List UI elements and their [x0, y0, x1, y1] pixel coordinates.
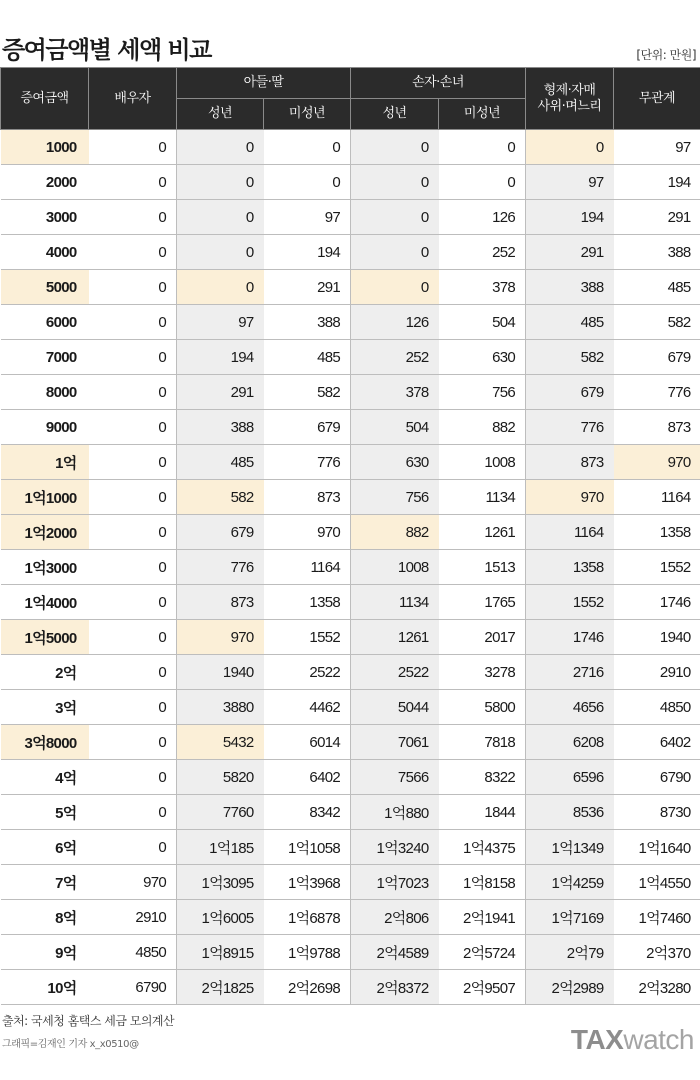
cell-unrelated: 2억3280: [614, 970, 700, 1005]
cell-unrelated: 97: [614, 130, 700, 165]
cell-grandchild-adult: 7061: [351, 725, 439, 760]
table-row: [1, 725, 700, 760]
cell-gift-amount: 9억: [1, 935, 89, 970]
cell-unrelated: 6790: [614, 760, 700, 795]
cell-grandchild-minor: 1513: [439, 550, 526, 585]
table-row: [1, 830, 700, 865]
cell-child-minor: 4462: [264, 690, 351, 725]
header-children-group: 아들·딸: [177, 68, 351, 99]
table-body: [1, 130, 700, 1005]
cell-grandchild-minor: 7818: [439, 725, 526, 760]
cell-child-adult: 3880: [177, 690, 264, 725]
cell-child-adult: 873: [177, 585, 264, 620]
table-row: [1, 760, 700, 795]
cell-grandchild-adult: 0: [351, 165, 439, 200]
cell-child-adult: 582: [177, 480, 264, 515]
cell-grandchild-adult: 882: [351, 515, 439, 550]
cell-sibling-inlaw: 388: [526, 270, 614, 305]
chart-title: 증여금액별 세액 비교: [2, 36, 211, 64]
table-row: [1, 620, 700, 655]
source-note: 출처: 국세청 홈택스 세금 모의계산: [2, 1014, 175, 1028]
cell-child-adult: 1억8915: [177, 935, 264, 970]
cell-spouse: 0: [89, 690, 177, 725]
cell-child-minor: 194: [264, 235, 351, 270]
cell-spouse: 0: [89, 270, 177, 305]
cell-child-adult: 2억1825: [177, 970, 264, 1005]
cell-child-minor: 1164: [264, 550, 351, 585]
cell-grandchild-minor: 1008: [439, 445, 526, 480]
cell-spouse: 0: [89, 795, 177, 830]
cell-child-adult: 0: [177, 235, 264, 270]
cell-grandchild-minor: 2억5724: [439, 935, 526, 970]
cell-sibling-inlaw: 291: [526, 235, 614, 270]
cell-child-minor: 1억6878: [264, 900, 351, 935]
cell-child-minor: 1552: [264, 620, 351, 655]
cell-sibling-inlaw: 2억79: [526, 935, 614, 970]
cell-unrelated: 1억4550: [614, 865, 700, 900]
table-row: [1, 970, 700, 1005]
cell-grandchild-minor: 882: [439, 410, 526, 445]
cell-unrelated: 776: [614, 375, 700, 410]
table-row: [1, 375, 700, 410]
cell-sibling-inlaw: 0: [526, 130, 614, 165]
cell-sibling-inlaw: 1552: [526, 585, 614, 620]
table-row: [1, 340, 700, 375]
cell-spouse: 0: [89, 165, 177, 200]
cell-gift-amount: 1억5000: [1, 620, 89, 655]
cell-gift-amount: 7000: [1, 340, 89, 375]
cell-gift-amount: 3억: [1, 690, 89, 725]
header-sibling-line1: 형제·자매: [543, 82, 596, 98]
cell-unrelated: 6402: [614, 725, 700, 760]
cell-grandchild-minor: 2017: [439, 620, 526, 655]
cell-spouse: 0: [89, 760, 177, 795]
cell-gift-amount: 5억: [1, 795, 89, 830]
cell-grandchild-adult: 2억4589: [351, 935, 439, 970]
cell-spouse: 0: [89, 830, 177, 865]
table-row: [1, 270, 700, 305]
cell-gift-amount: 1000: [1, 130, 89, 165]
cell-gift-amount: 1억3000: [1, 550, 89, 585]
cell-grandchild-minor: 2억1941: [439, 900, 526, 935]
cell-grandchild-minor: 1억8158: [439, 865, 526, 900]
cell-spouse: 0: [89, 375, 177, 410]
table-row: [1, 200, 700, 235]
cell-grandchild-adult: 504: [351, 410, 439, 445]
cell-child-adult: 1940: [177, 655, 264, 690]
cell-child-minor: 2억2698: [264, 970, 351, 1005]
cell-gift-amount: 10억: [1, 970, 89, 1005]
cell-grandchild-minor: 1844: [439, 795, 526, 830]
table-row: [1, 865, 700, 900]
table-row: [1, 515, 700, 550]
cell-gift-amount: 6000: [1, 305, 89, 340]
cell-unrelated: 970: [614, 445, 700, 480]
cell-child-minor: 388: [264, 305, 351, 340]
cell-child-adult: 0: [177, 270, 264, 305]
cell-grandchild-minor: 252: [439, 235, 526, 270]
cell-sibling-inlaw: 8536: [526, 795, 614, 830]
cell-spouse: 0: [89, 305, 177, 340]
cell-child-adult: 388: [177, 410, 264, 445]
cell-sibling-inlaw: 1억7169: [526, 900, 614, 935]
cell-child-adult: 5432: [177, 725, 264, 760]
table-row: [1, 655, 700, 690]
cell-spouse: 2910: [89, 900, 177, 935]
cell-child-minor: 873: [264, 480, 351, 515]
cell-sibling-inlaw: 1억4259: [526, 865, 614, 900]
cell-grandchild-minor: 756: [439, 375, 526, 410]
cell-grandchild-adult: 7566: [351, 760, 439, 795]
cell-spouse: 0: [89, 620, 177, 655]
cell-child-minor: 582: [264, 375, 351, 410]
cell-child-adult: 1억6005: [177, 900, 264, 935]
cell-unrelated: 1억1640: [614, 830, 700, 865]
cell-child-adult: 7760: [177, 795, 264, 830]
cell-gift-amount: 5000: [1, 270, 89, 305]
cell-unrelated: 1552: [614, 550, 700, 585]
cell-gift-amount: 1억2000: [1, 515, 89, 550]
cell-unrelated: 1358: [614, 515, 700, 550]
cell-grandchild-minor: 5800: [439, 690, 526, 725]
cell-child-adult: 0: [177, 200, 264, 235]
cell-child-adult: 5820: [177, 760, 264, 795]
cell-spouse: 0: [89, 130, 177, 165]
cell-grandchild-minor: 378: [439, 270, 526, 305]
cell-spouse: 970: [89, 865, 177, 900]
table-row: [1, 445, 700, 480]
cell-spouse: 0: [89, 445, 177, 480]
cell-child-adult: 1억3095: [177, 865, 264, 900]
cell-unrelated: 4850: [614, 690, 700, 725]
cell-sibling-inlaw: 97: [526, 165, 614, 200]
cell-grandchild-adult: 2억806: [351, 900, 439, 935]
logo-bold-text: TAX: [570, 1024, 624, 1055]
cell-grandchild-minor: 0: [439, 130, 526, 165]
table-row: [1, 165, 700, 200]
cell-grandchild-adult: 5044: [351, 690, 439, 725]
cell-sibling-inlaw: 1억1349: [526, 830, 614, 865]
cell-gift-amount: 8000: [1, 375, 89, 410]
header-unrelated: 무관계: [614, 68, 700, 130]
cell-unrelated: 2910: [614, 655, 700, 690]
cell-grandchild-adult: 2522: [351, 655, 439, 690]
cell-spouse: 0: [89, 235, 177, 270]
cell-child-minor: 485: [264, 340, 351, 375]
cell-grandchild-adult: 1134: [351, 585, 439, 620]
cell-gift-amount: 1억: [1, 445, 89, 480]
cell-grandchild-adult: 1억3240: [351, 830, 439, 865]
gift-tax-table: [0, 67, 700, 1005]
cell-unrelated: 582: [614, 305, 700, 340]
cell-grandchild-adult: 1억7023: [351, 865, 439, 900]
cell-sibling-inlaw: 582: [526, 340, 614, 375]
cell-unrelated: 873: [614, 410, 700, 445]
cell-sibling-inlaw: 4656: [526, 690, 614, 725]
taxwatch-logo: [571, 1024, 694, 1056]
cell-unrelated: 485: [614, 270, 700, 305]
cell-unrelated: 8730: [614, 795, 700, 830]
table-row: [1, 130, 700, 165]
header-grandchildren-adult: 성년: [351, 99, 439, 130]
cell-child-minor: 97: [264, 200, 351, 235]
table-row: [1, 795, 700, 830]
cell-child-adult: 0: [177, 165, 264, 200]
table-row: [1, 585, 700, 620]
cell-sibling-inlaw: 1358: [526, 550, 614, 585]
cell-grandchild-minor: 1134: [439, 480, 526, 515]
cell-unrelated: 1940: [614, 620, 700, 655]
header-sibling-inlaw: [526, 68, 614, 130]
cell-sibling-inlaw: 485: [526, 305, 614, 340]
cell-gift-amount: 3000: [1, 200, 89, 235]
cell-sibling-inlaw: 873: [526, 445, 614, 480]
cell-grandchild-adult: 0: [351, 235, 439, 270]
cell-grandchild-adult: 126: [351, 305, 439, 340]
cell-unrelated: 2억370: [614, 935, 700, 970]
cell-grandchild-minor: 2억9507: [439, 970, 526, 1005]
cell-child-minor: 0: [264, 165, 351, 200]
table-row: [1, 935, 700, 970]
cell-grandchild-adult: 0: [351, 130, 439, 165]
cell-child-minor: 776: [264, 445, 351, 480]
cell-gift-amount: 6억: [1, 830, 89, 865]
cell-gift-amount: 4000: [1, 235, 89, 270]
cell-spouse: 0: [89, 655, 177, 690]
table-row: [1, 480, 700, 515]
unit-label: [단위: 만원]: [636, 48, 696, 62]
cell-spouse: 0: [89, 200, 177, 235]
table-row: [1, 900, 700, 935]
header-children-adult: 성년: [177, 99, 264, 130]
cell-sibling-inlaw: 970: [526, 480, 614, 515]
cell-sibling-inlaw: 1164: [526, 515, 614, 550]
table-row: [1, 410, 700, 445]
header-amount: 증여금액: [1, 68, 89, 130]
cell-child-minor: 679: [264, 410, 351, 445]
cell-spouse: 0: [89, 550, 177, 585]
cell-spouse: 6790: [89, 970, 177, 1005]
cell-unrelated: 194: [614, 165, 700, 200]
cell-child-minor: 1억9788: [264, 935, 351, 970]
cell-spouse: 0: [89, 725, 177, 760]
cell-unrelated: 291: [614, 200, 700, 235]
cell-child-minor: 0: [264, 130, 351, 165]
cell-sibling-inlaw: 194: [526, 200, 614, 235]
cell-child-adult: 291: [177, 375, 264, 410]
logo-light-text: watch: [623, 1024, 694, 1055]
cell-grandchild-adult: 252: [351, 340, 439, 375]
cell-child-minor: 8342: [264, 795, 351, 830]
cell-gift-amount: 4억: [1, 760, 89, 795]
cell-grandchild-minor: 504: [439, 305, 526, 340]
cell-grandchild-adult: 0: [351, 270, 439, 305]
cell-unrelated: 1억7460: [614, 900, 700, 935]
cell-grandchild-adult: 630: [351, 445, 439, 480]
cell-spouse: 0: [89, 515, 177, 550]
cell-spouse: 0: [89, 340, 177, 375]
cell-sibling-inlaw: 679: [526, 375, 614, 410]
header-grandchildren-minor: 미성년: [439, 99, 526, 130]
cell-child-minor: 970: [264, 515, 351, 550]
cell-grandchild-adult: 378: [351, 375, 439, 410]
cell-grandchild-minor: 1765: [439, 585, 526, 620]
cell-child-minor: 1억3968: [264, 865, 351, 900]
cell-sibling-inlaw: 776: [526, 410, 614, 445]
cell-child-adult: 485: [177, 445, 264, 480]
cell-grandchild-minor: 630: [439, 340, 526, 375]
cell-gift-amount: 2억: [1, 655, 89, 690]
table-row: [1, 550, 700, 585]
cell-unrelated: 1746: [614, 585, 700, 620]
cell-child-adult: 970: [177, 620, 264, 655]
cell-grandchild-minor: 0: [439, 165, 526, 200]
cell-child-minor: 6014: [264, 725, 351, 760]
cell-child-adult: 0: [177, 130, 264, 165]
cell-spouse: 0: [89, 585, 177, 620]
header-grandchildren-group: 손자·손녀: [351, 68, 526, 99]
cell-sibling-inlaw: 2억2989: [526, 970, 614, 1005]
cell-grandchild-minor: 1억4375: [439, 830, 526, 865]
cell-sibling-inlaw: 1746: [526, 620, 614, 655]
cell-gift-amount: 7억: [1, 865, 89, 900]
cell-grandchild-minor: 1261: [439, 515, 526, 550]
cell-gift-amount: 8억: [1, 900, 89, 935]
cell-spouse: 0: [89, 410, 177, 445]
cell-child-adult: 97: [177, 305, 264, 340]
cell-spouse: 4850: [89, 935, 177, 970]
cell-grandchild-adult: 1261: [351, 620, 439, 655]
table-row: [1, 690, 700, 725]
cell-child-minor: 2522: [264, 655, 351, 690]
cell-gift-amount: 2000: [1, 165, 89, 200]
cell-grandchild-adult: 2억8372: [351, 970, 439, 1005]
cell-unrelated: 388: [614, 235, 700, 270]
cell-child-adult: 679: [177, 515, 264, 550]
cell-gift-amount: 9000: [1, 410, 89, 445]
table-row: [1, 305, 700, 340]
header-sibling-line2: 사위·며느리: [537, 98, 602, 114]
cell-unrelated: 1164: [614, 480, 700, 515]
header-children-minor: 미성년: [264, 99, 351, 130]
cell-child-adult: 194: [177, 340, 264, 375]
cell-grandchild-minor: 3278: [439, 655, 526, 690]
cell-gift-amount: 1억4000: [1, 585, 89, 620]
graphic-credit: 그래픽=김재인 기자 x_x0510@: [2, 1039, 139, 1050]
cell-child-minor: 291: [264, 270, 351, 305]
cell-child-adult: 776: [177, 550, 264, 585]
cell-child-minor: 1358: [264, 585, 351, 620]
cell-child-minor: 6402: [264, 760, 351, 795]
cell-gift-amount: 3억8000: [1, 725, 89, 760]
header-spouse: 배우자: [89, 68, 177, 130]
cell-sibling-inlaw: 6208: [526, 725, 614, 760]
cell-unrelated: 679: [614, 340, 700, 375]
cell-grandchild-adult: 0: [351, 200, 439, 235]
cell-sibling-inlaw: 2716: [526, 655, 614, 690]
cell-grandchild-adult: 1억880: [351, 795, 439, 830]
cell-spouse: 0: [89, 480, 177, 515]
cell-child-minor: 1억1058: [264, 830, 351, 865]
cell-grandchild-adult: 1008: [351, 550, 439, 585]
cell-gift-amount: 1억1000: [1, 480, 89, 515]
cell-grandchild-adult: 756: [351, 480, 439, 515]
cell-child-adult: 1억185: [177, 830, 264, 865]
cell-grandchild-minor: 126: [439, 200, 526, 235]
table-row: [1, 235, 700, 270]
cell-grandchild-minor: 8322: [439, 760, 526, 795]
cell-sibling-inlaw: 6596: [526, 760, 614, 795]
